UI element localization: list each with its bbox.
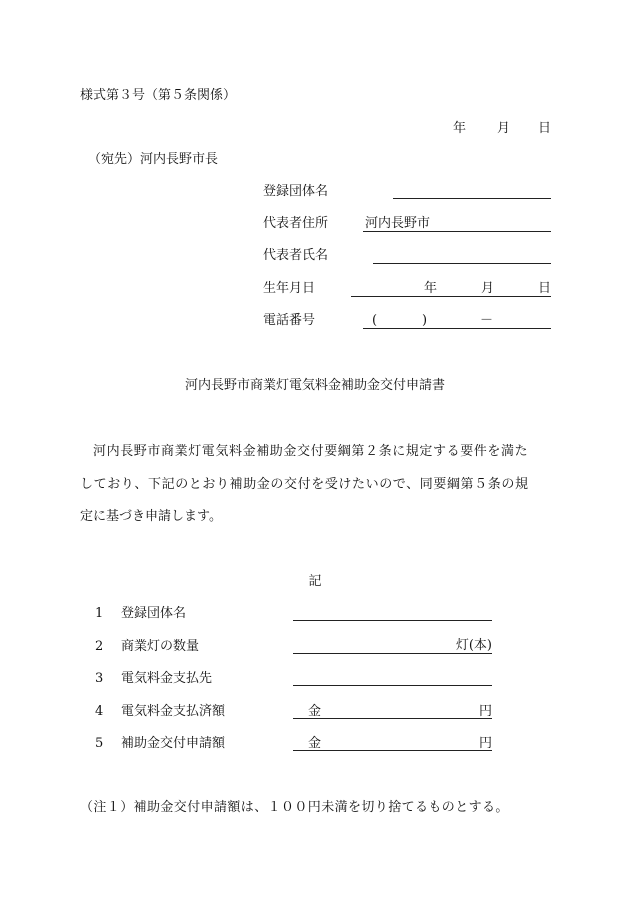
body-line-2: しており、下記のとおり補助金の交付を受けたいので、同要綱第５条の規 xyxy=(80,477,529,492)
address-value: 河内長野市 xyxy=(365,216,431,231)
document-title: 河内長野市商業灯電気料金補助金交付申請書 xyxy=(184,378,445,393)
phone-paren-close: ) xyxy=(422,313,428,328)
item-label: 電気料金支払先 xyxy=(121,671,213,686)
item-field-org-name[interactable] xyxy=(293,620,492,621)
birth-field[interactable] xyxy=(351,296,551,297)
form-number: 様式第３号（第５条関係） xyxy=(80,88,237,103)
item-prefix: 金 xyxy=(308,704,322,719)
birth-year-label: 年 xyxy=(424,281,438,296)
item-label: 登録団体名 xyxy=(121,606,187,621)
item-field-request-amount[interactable] xyxy=(293,750,492,751)
phone-dash: － xyxy=(480,313,494,328)
phone-label: 電話番号 xyxy=(263,313,316,328)
date-month-label: 月 xyxy=(497,121,511,136)
addressee: （宛先）河内長野市長 xyxy=(88,152,219,167)
item-suffix: 円 xyxy=(478,736,492,751)
body-line-1: 河内長野市商業灯電気料金補助金交付要綱第２条に規定する要件を満た xyxy=(93,444,529,459)
item-number: 4 xyxy=(95,704,104,719)
phone-field[interactable] xyxy=(363,328,551,329)
birth-day-label: 日 xyxy=(538,281,552,296)
address-field[interactable] xyxy=(363,231,551,232)
date-year-label: 年 xyxy=(453,121,467,136)
birth-label: 生年月日 xyxy=(263,281,316,296)
org-name-label: 登録団体名 xyxy=(263,184,329,199)
ki-heading: 記 xyxy=(308,574,322,589)
item-label: 補助金交付申請額 xyxy=(121,736,226,751)
phone-paren-open: ( xyxy=(372,313,378,328)
rep-name-label: 代表者氏名 xyxy=(263,248,329,263)
item-field-payee[interactable] xyxy=(293,685,492,686)
address-label: 代表者住所 xyxy=(263,216,329,231)
item-label: 電気料金支払済額 xyxy=(121,704,226,719)
note: （注１）補助金交付申請額は、１００円未満を切り捨てるものとする。 xyxy=(80,800,509,815)
org-name-field[interactable] xyxy=(393,198,551,199)
item-number: 3 xyxy=(95,671,104,686)
item-field-light-count[interactable] xyxy=(293,653,492,654)
date-day-label: 日 xyxy=(538,121,552,136)
item-label: 商業灯の数量 xyxy=(121,639,200,654)
item-number: 2 xyxy=(95,639,104,654)
birth-month-label: 月 xyxy=(481,281,495,296)
item-suffix: 灯(本) xyxy=(455,638,492,653)
item-number: 1 xyxy=(95,606,104,621)
item-prefix: 金 xyxy=(308,736,322,751)
item-number: 5 xyxy=(95,736,104,751)
body-line-3: 定に基づき申請します。 xyxy=(80,509,222,524)
rep-name-field[interactable] xyxy=(373,263,551,264)
item-suffix: 円 xyxy=(478,704,492,719)
item-field-paid-amount[interactable] xyxy=(293,718,492,719)
